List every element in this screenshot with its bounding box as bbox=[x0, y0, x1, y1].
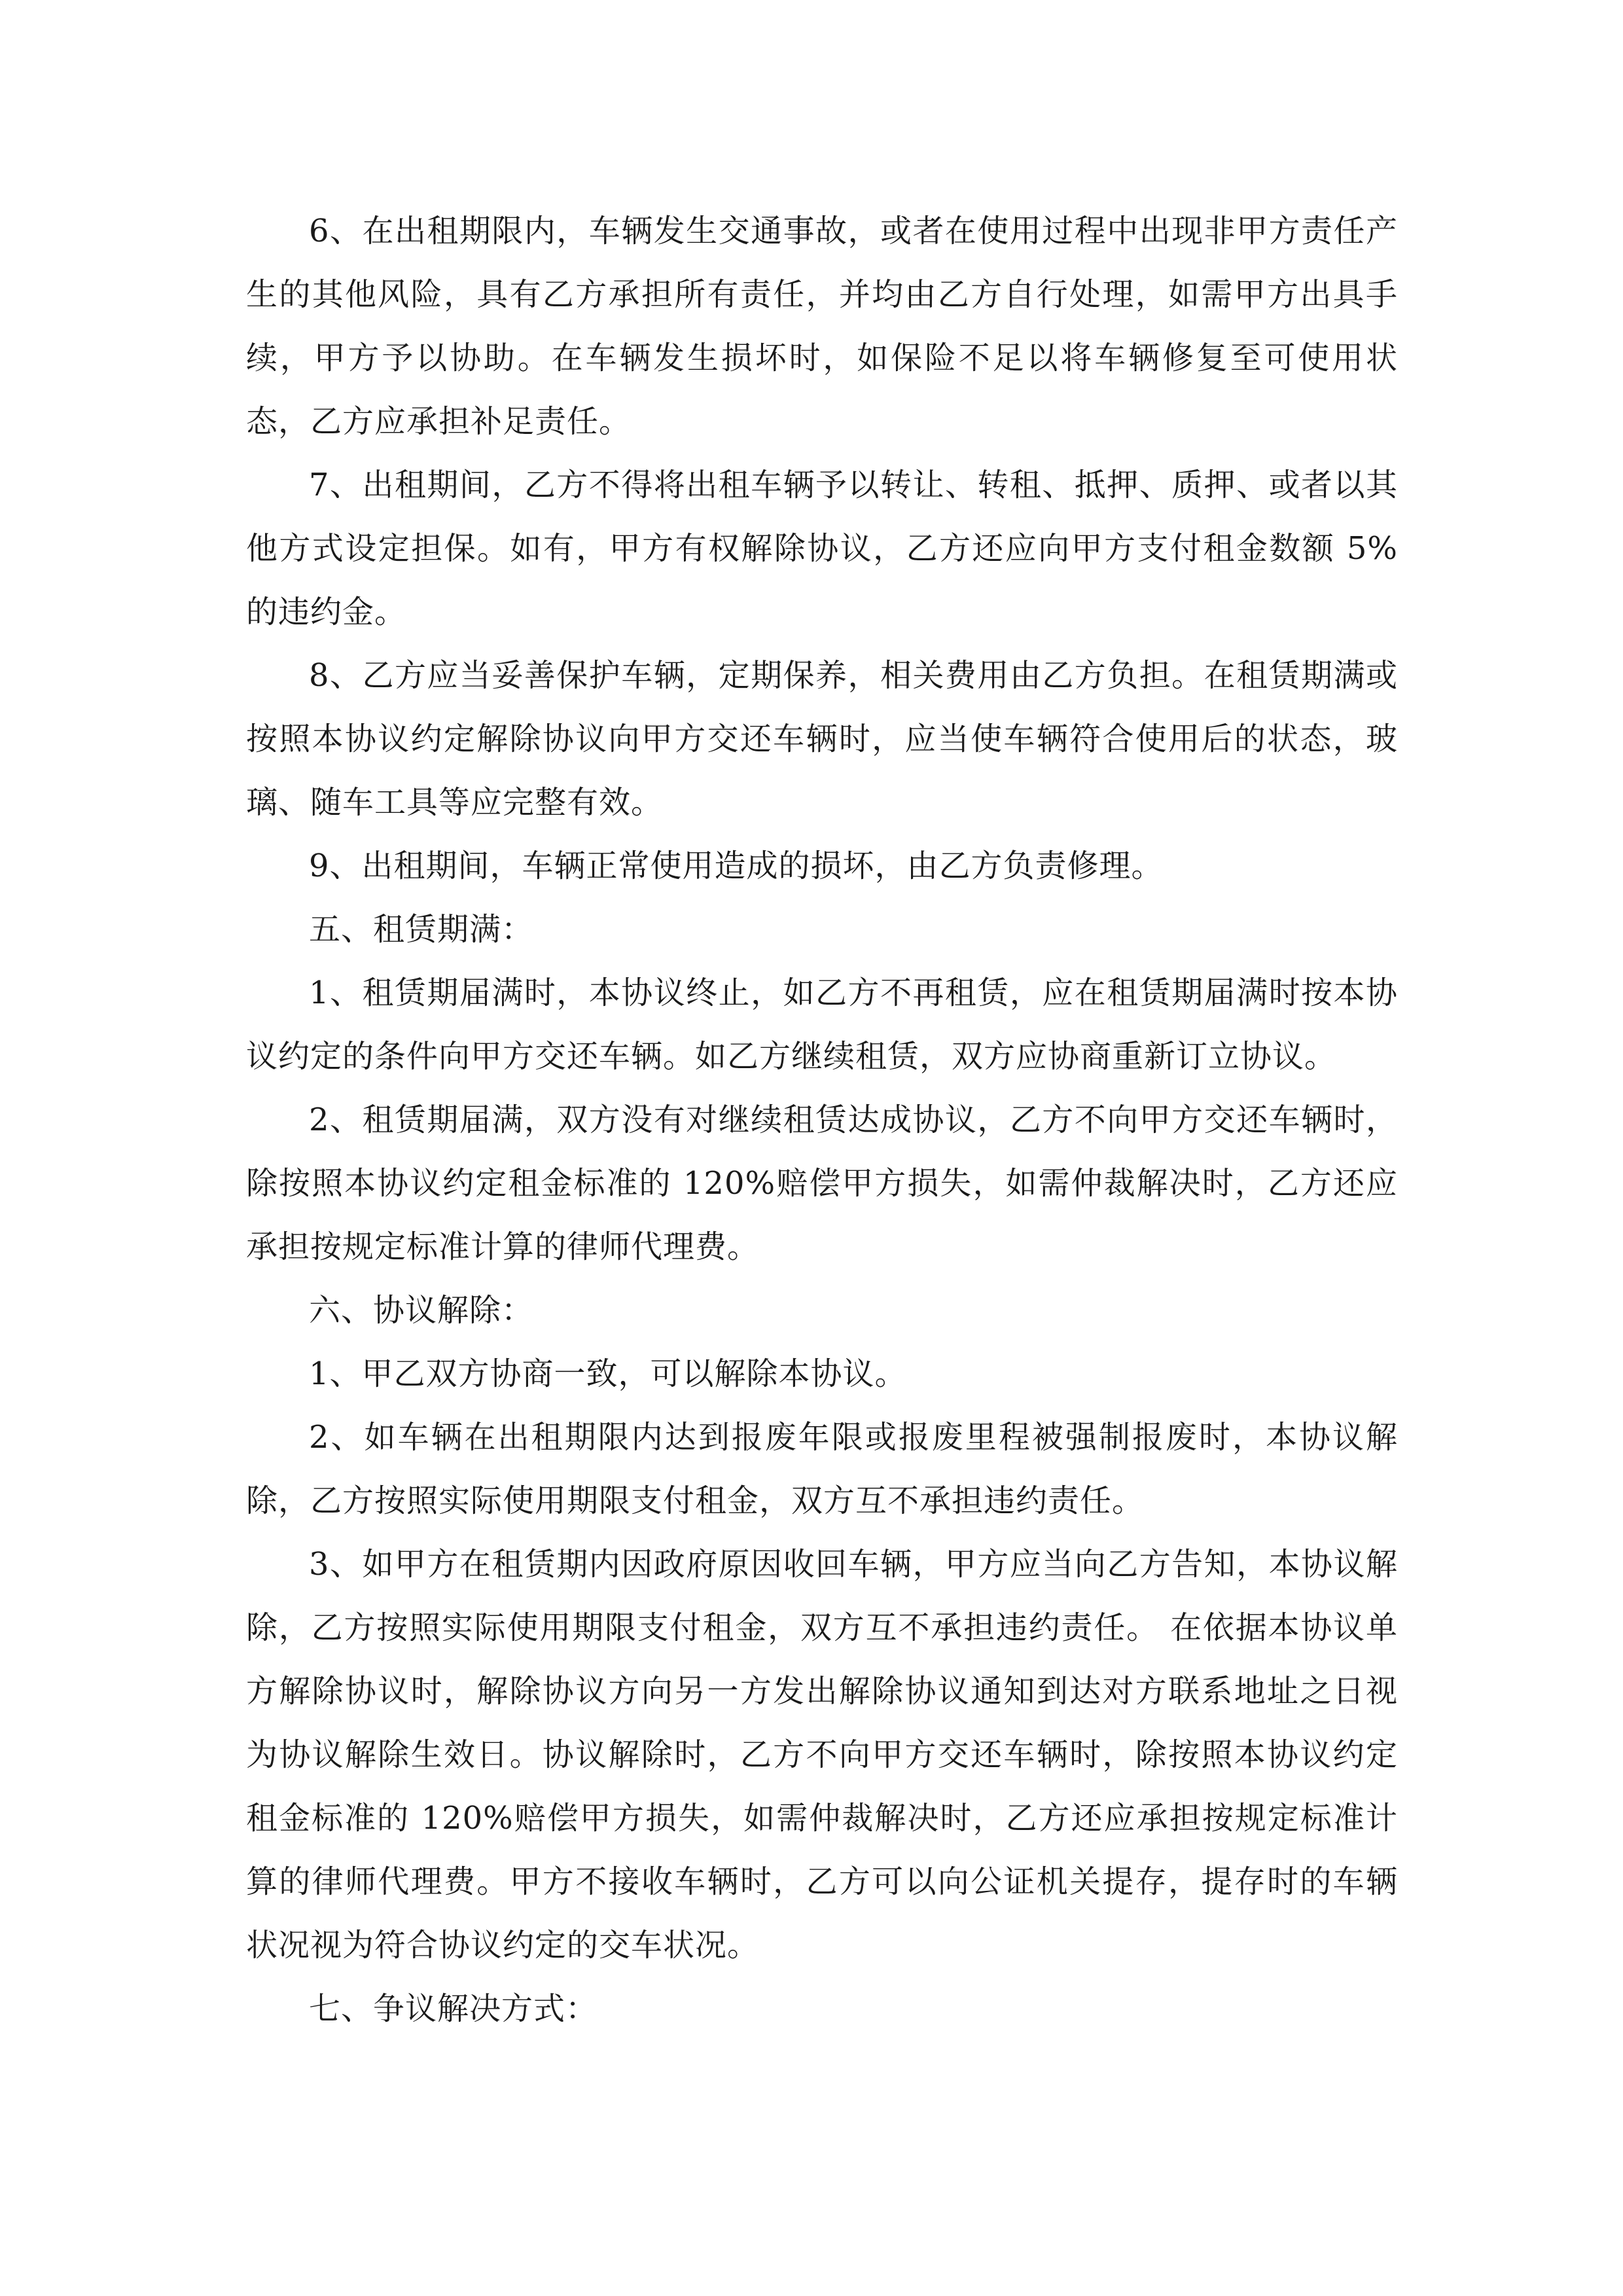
section-heading-dispute-resolution: 七、争议解决方式： bbox=[309, 1990, 598, 2027]
termination-clause-1: 1、甲乙双方协商一致，可以解除本协议。 bbox=[309, 1355, 907, 1392]
termination-clause-2: 2、如车辆在出租期限内达到报废年限或报废里程被强制报废时，本协议解除，乙方按照实际使用期限支付租金，双方互不承担违约责任。 bbox=[246, 1419, 1398, 1519]
expiry-clause-2: 2、租赁期届满，双方没有对继续租赁达成协议，乙方不向甲方交还车辆时，除按照本协议约定租金标准的 120%赔偿甲方损失，如需仲裁解决时，乙方还应承担按规定标准计算的律师代理费。 bbox=[246, 1102, 1398, 1265]
clause-8: 8、乙方应当妥善保护车辆，定期保养，相关费用由乙方负担。在租赁期满或按照本协议约定解除协议向甲方交还车辆时，应当使车辆符合使用后的状态，玻璃、随车工具等应完整有效。 bbox=[246, 657, 1398, 821]
clause-6: 6、在出租期限内，车辆发生交通事故，或者在使用过程中出现非甲方责任产生的其他风险，具有乙方承担所有责任，并均由乙方自行处理，如需甲方出具手续，甲方予以协助。在车辆发生损坏时，如保险不足以将车辆修复至可使用状态，乙方应承担补足责任。 bbox=[246, 213, 1398, 440]
termination-clause-3: 3、如甲方在租赁期内因政府原因收回车辆，甲方应当向乙方告知，本协议解除，乙方按照实际使用期限支付租金，双方互不承担违约责任。 在依据本协议单方解除协议时，解除协议方向另一方发出解除协议通知到达对方联系地址之日视为协议解除生效日。协议解除时，乙方不向甲方交还车辆时，除按照本协议约定租金标准的 120%赔偿甲方损失，如需仲裁解决时，乙方还应承担按规定标准计算的律师代理费。甲方不接收车辆时，乙方可以向公证机关提存，提存时的车辆状况视为符合协议约定的交车状况。 bbox=[246, 1546, 1398, 1964]
expiry-clause-1: 1、租赁期届满时，本协议终止，如乙方不再租赁，应在租赁期届满时按本协议约定的条件向甲方交还车辆。如乙方继续租赁，双方应协商重新订立协议。 bbox=[246, 975, 1398, 1075]
clause-9: 9、出租期间，车辆正常使用造成的损坏，由乙方负责修理。 bbox=[309, 848, 1164, 884]
clause-7: 7、出租期间，乙方不得将出租车辆予以转让、转租、抵押、质押、或者以其他方式设定担保。如有，甲方有权解除协议，乙方还应向甲方支付租金数额 5%的违约金。 bbox=[246, 467, 1398, 630]
document-body bbox=[246, 200, 1398, 2041]
section-heading-lease-expiry: 五、租赁期满： bbox=[309, 911, 534, 948]
section-heading-termination: 六、协议解除： bbox=[309, 1292, 534, 1329]
